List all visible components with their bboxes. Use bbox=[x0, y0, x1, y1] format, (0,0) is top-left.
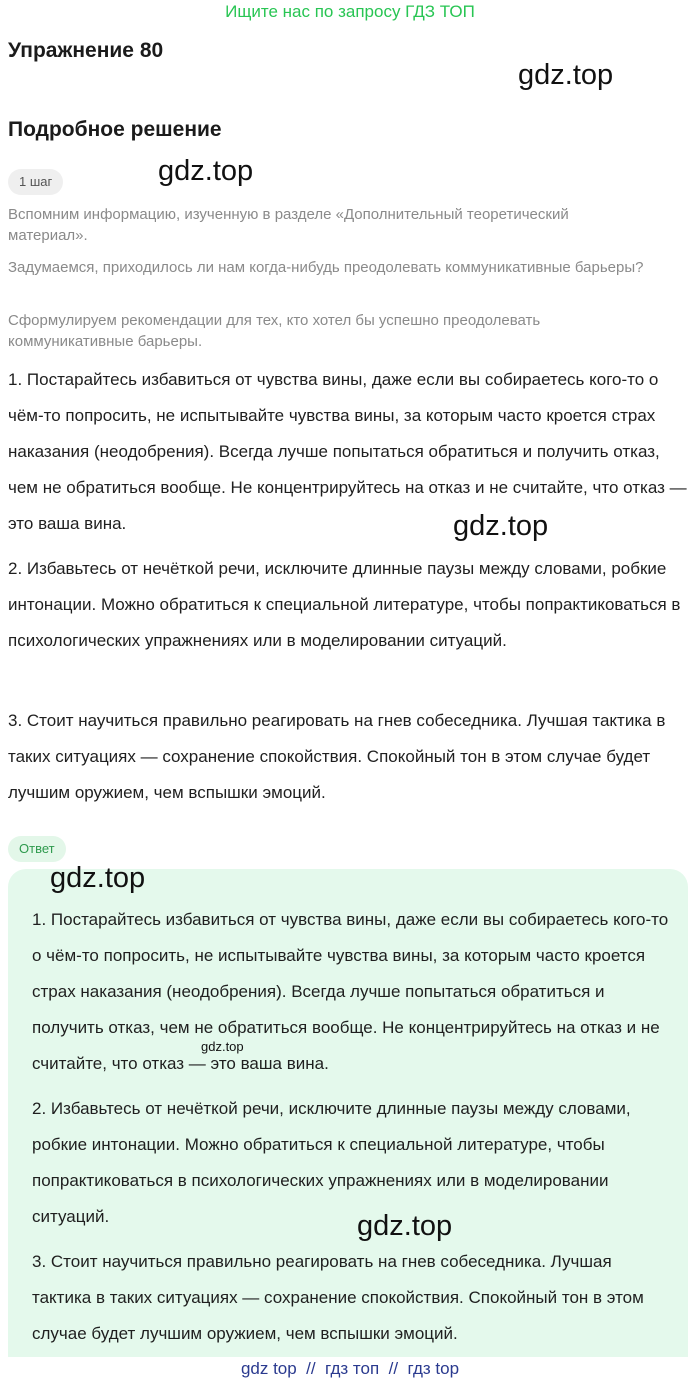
hint-paragraph: Сформулируем рекомендации для тех, кто хотел бы успешно преодолевать коммуникативные барьеры. bbox=[8, 312, 541, 350]
section-title: Подробное решение bbox=[8, 118, 222, 141]
footer-text: gdz top // гдз топ // гдз top bbox=[240, 1359, 460, 1378]
hint-paragraph: Задумаемся, приходилось ли нам когда-нибудь преодолевать коммуникативные барьеры? bbox=[8, 259, 644, 276]
answer-paragraph: 1. Постарайтесь избавиться от чувства вины, даже если вы собираетесь кого-то о чём-то попросить, не испытывайте чувства вины, за которым часто кроется страх наказания (неодобрения). Всегда лучше попытаться обратиться и получить отказ, чем не обратиться вообще. Не концентрируйтесь на отказ и не считайте, что отказ — это ваша вина. bbox=[32, 910, 669, 1073]
solution-paragraph: 2. Избавьтесь от нечёткой речи, исключите длинные паузы между словами, робкие интонации. Можно обратиться к специальной литературе, чтобы попрактиковаться в психологических упражнениях или в моделировании ситуаций. bbox=[8, 559, 681, 650]
watermark-small: gdz.top bbox=[201, 1039, 244, 1054]
page-title: Упражнение 80 bbox=[8, 39, 164, 62]
answer-paragraph: 2. Избавьтесь от нечёткой речи, исключите длинные паузы между словами, робкие интонации. Можно обратиться к специальной литературе, чтобы попрактиковаться в психологических упражнениях или в моделировании ситуаций. bbox=[32, 1099, 631, 1226]
hint-paragraph: Вспомним информацию, изученную в разделе «Дополнительный теоретический материал». bbox=[8, 206, 569, 244]
watermark: gdz.top bbox=[453, 510, 549, 542]
answer-paragraph: 3. Стоит научиться правильно реагировать на гнев собеседника. Лучшая тактика в таких ситуациях — сохранение спокойствия. Спокойный тон в этом случае будет лучшим оружием, чем вспышки эмоций. bbox=[32, 1252, 644, 1343]
watermark: gdz.top bbox=[158, 155, 254, 187]
step-badge: 1 шаг bbox=[8, 169, 63, 195]
answer-badge: Ответ bbox=[8, 836, 66, 862]
solution-paragraph: 1. Постарайтесь избавиться от чувства вины, даже если вы собираетесь кого-то о чём-то попросить, не испытывайте чувства вины, за которым часто кроется страх наказания (неодобрения). Всегда лучше попытаться обратиться и получить отказ, чем не обратиться вообще. Не концентрируйтесь на отказ и не считайте, что отказ — это ваша вина. bbox=[8, 370, 687, 533]
watermark: gdz.top bbox=[357, 1210, 453, 1242]
watermark: gdz.top bbox=[50, 862, 146, 894]
solution-paragraph: 3. Стоит научиться правильно реагировать на гнев собеседника. Лучшая тактика в таких ситуациях — сохранение спокойствия. Спокойный тон в этом случае будет лучшим оружием, чем вспышки эмоций. bbox=[8, 711, 666, 802]
footer bbox=[0, 1355, 700, 1383]
top-banner: Ищите нас по запросу ГДЗ ТОП bbox=[225, 2, 475, 21]
watermark: gdz.top bbox=[518, 59, 614, 91]
